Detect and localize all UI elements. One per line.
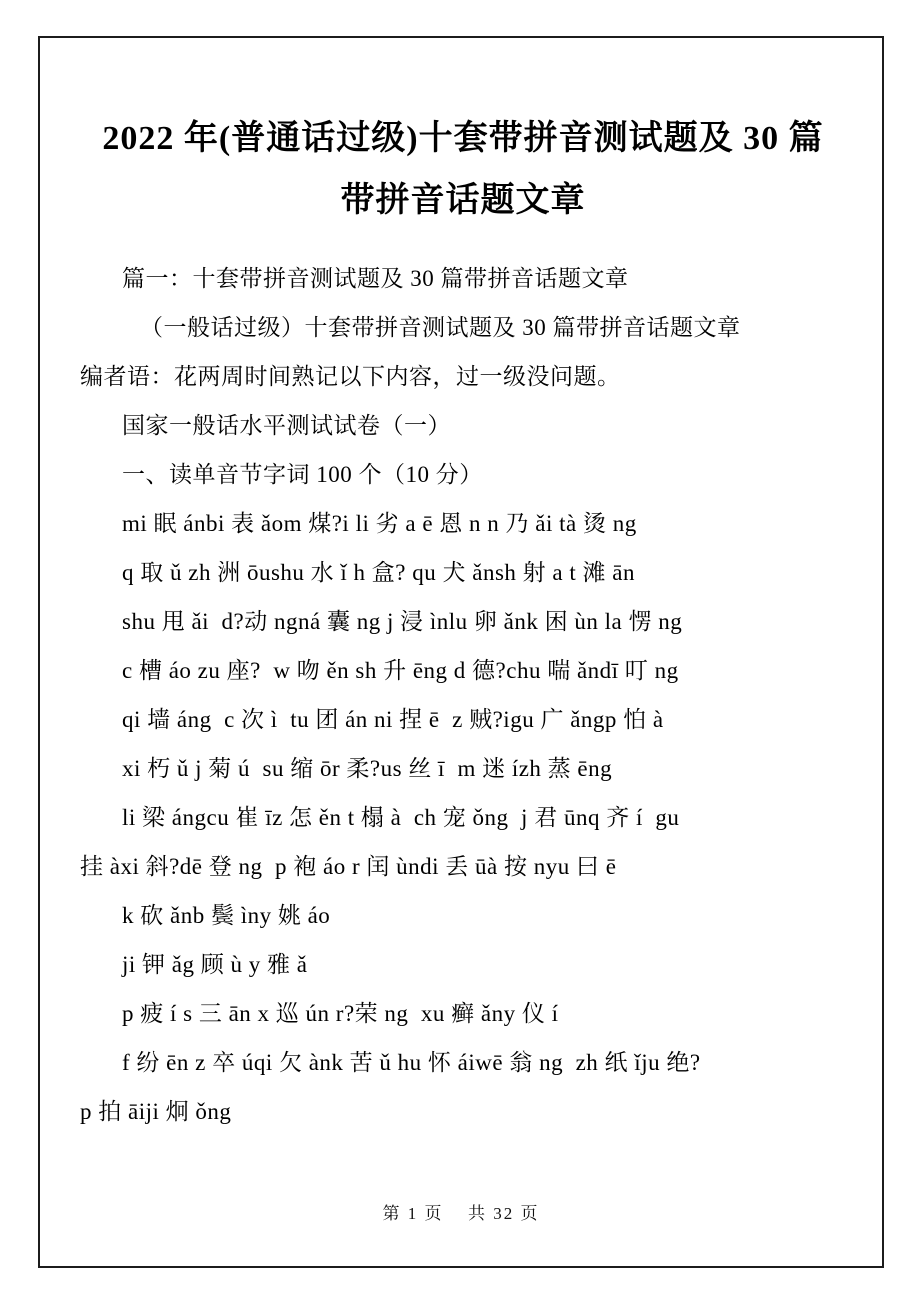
document-body <box>80 254 846 1136</box>
body-line: xi 朽 ǔ j 菊 ú su 缩 ōr 柔?us 丝 ī m 迷 ízh 蒸 ēng <box>122 756 613 781</box>
body-line: 编者语：花两周时间熟记以下内容，过一级没问题。 <box>80 364 621 389</box>
page-footer <box>40 1199 882 1224</box>
body-line: ji 钾 ǎg 顾 ù y 雅 ǎ <box>122 952 308 977</box>
body-line: k 砍 ǎnb 鬓 ìny 姚 áo <box>122 903 331 928</box>
body-line: q 取 ǔ zh 洲 ōushu 水 ǐ h 盒? qu 犬 ǎnsh 射 a t 滩 ān <box>122 560 635 585</box>
body-line: shu 甩 ǎi d?动 ngná 囊 ng j 浸 ìnlu 卵 ǎnk 困 ùn la 愣 ng <box>122 609 683 634</box>
body-line: p 疲 í s 三 ān x 巡 ún r?荣 ng xu 癣 ǎny 仪 í <box>122 1001 559 1026</box>
body-line: p 拍 āiji 炯 ǒng <box>80 1099 232 1124</box>
body-line: 一、读单音节字词 100 个（10 分） <box>122 462 483 487</box>
body-line: mi 眠 ánbi 表 ǎom 煤?i li 劣 a ē 恩 n n 乃 ǎi tà 烫 ng <box>122 511 637 536</box>
document-title-line-1: 2022 年(普通话过级)十套带拼音测试题及 30 篇 <box>102 120 824 157</box>
body-line: li 梁 ángcu 崔 īz 怎 ěn t 榻 à ch 宠 ǒng j 君 ūnq 齐 í gu <box>122 805 680 830</box>
footer-current-page: 第 1 页 <box>382 1204 444 1223</box>
document-title-line-2: 带拼音话题文章 <box>340 182 586 219</box>
body-line: 篇一：十套带拼音测试题及 30 篇带拼音话题文章 <box>122 266 629 291</box>
body-line: （一般话过级）十套带拼音测试题及 30 篇带拼音话题文章 <box>140 315 741 340</box>
body-line: qi 墙 áng c 次 ì tu 团 án ni 捏 ē z 贼?igu 广 ǎngp 怕 à <box>122 707 664 732</box>
body-line: f 纷 ēn z 卒 úqi 欠 ànk 苦 ǔ hu 怀 áiwē 翁 ng zh 纸 ǐju 绝? <box>122 1050 701 1075</box>
document-title <box>80 108 846 232</box>
body-line: c 槽 áo zu 座? w 吻 ěn sh 升 ēng d 德?chu 喘 ǎndī 叮 ng <box>122 658 679 683</box>
footer-total-pages: 共 32 页 <box>468 1204 540 1223</box>
body-line: 挂 àxi 斜?dē 登 ng p 袍 áo r 闰 ùndi 丢 ūà 按 nyu 曰 ē <box>80 854 617 879</box>
document-page-border <box>38 36 884 1268</box>
document-content <box>80 38 846 1136</box>
body-line: 国家一般话水平测试试卷（一） <box>122 413 451 438</box>
